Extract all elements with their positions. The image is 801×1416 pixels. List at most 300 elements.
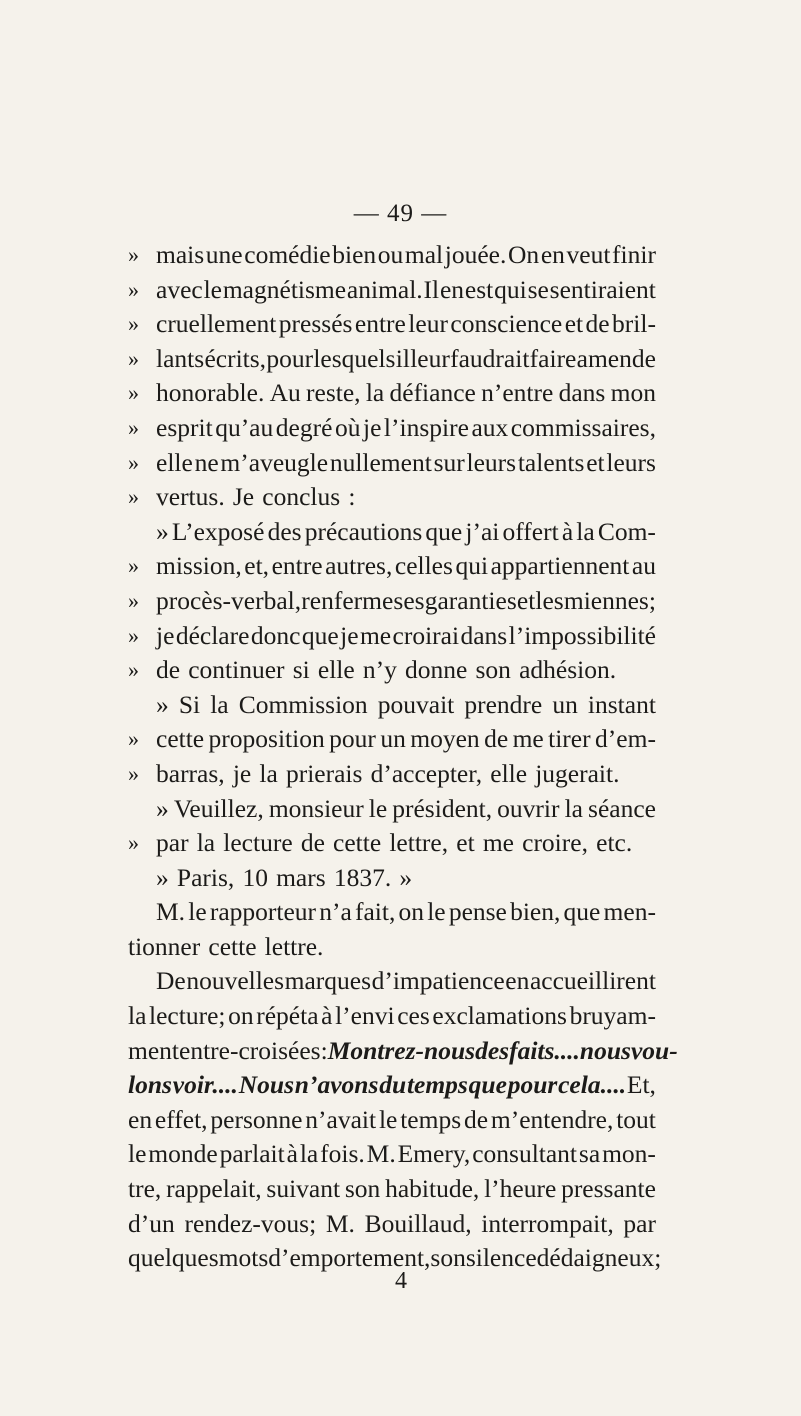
word: animal. [346,274,423,304]
word: elle [317,655,355,685]
word: sa [578,1139,601,1169]
word: cette [333,828,382,858]
text-line [128,1207,656,1242]
word: à [286,1139,298,1169]
word: croire, [522,828,588,858]
text-line [128,446,656,481]
word: croirai [392,620,460,650]
word: vertus. [156,482,225,512]
word: la [365,378,385,408]
word: tout [616,1104,656,1134]
word: entre-croisées [179,1035,321,1065]
word: écrits, [204,343,267,373]
body-text [128,238,678,1276]
text-line [128,342,656,377]
quote-mark: » [128,345,139,371]
word: procès-verbal, [156,585,302,615]
word: conclus [262,482,341,512]
line-text [156,411,656,446]
line-text [128,1172,656,1207]
word: qui [455,551,489,581]
word: son [475,655,511,685]
word: ouvrir [497,793,560,823]
word: président, [392,793,493,823]
word: d’em- [595,724,656,754]
word: mal [404,240,444,269]
word: elle [156,447,193,477]
word: faire [529,343,577,373]
text-line [128,964,656,999]
text-line [128,1103,656,1138]
word: me [482,828,514,858]
word: on [228,1001,254,1031]
word: d’un [128,1208,175,1238]
word: me [359,620,392,650]
word: finir [612,240,656,269]
quote-mark: » [128,553,139,579]
word: personne [210,1104,303,1134]
word: de [300,828,325,858]
word: mots [218,1243,269,1273]
word: Paris, [176,862,235,892]
word: fait, [354,897,396,927]
word: leurs [466,447,517,477]
word: de [156,655,181,685]
word: Si [178,689,201,719]
word: par [156,828,189,858]
word: son [430,1243,466,1273]
word: aux [471,412,509,442]
line-text [128,930,656,965]
word: jugerait. [535,758,620,788]
word: donc [250,620,301,650]
line-text [156,895,656,930]
word: faudrait [450,343,530,373]
word: monsieur [268,793,364,823]
word: cela.... [558,1070,627,1100]
word: séance [588,793,656,823]
word: comédie [244,240,331,269]
text-line [128,584,656,619]
line-text [156,688,656,723]
word: M. [325,1208,355,1238]
word: exclamations [432,1001,567,1031]
word: si [292,655,310,685]
word: faits.... [509,1035,580,1065]
word: pouvait [377,689,455,719]
word: On [508,240,540,269]
word: que [301,620,339,650]
word: renferme [301,585,394,615]
text-line [128,238,656,273]
word: se [527,274,549,304]
word: men- [603,897,656,927]
word: cruellement [156,309,277,339]
word: et [564,309,584,339]
word: » [156,689,169,719]
line-text [156,584,656,619]
word: continuer [188,655,285,685]
word: celles [394,551,453,581]
word: Commission [238,689,368,719]
quote-mark: » [128,484,139,510]
word: à [561,516,574,546]
line-text [156,549,656,584]
word: cette [156,724,205,754]
line-text [128,1103,656,1138]
quote-mark: » [128,242,139,267]
word: mission, [156,551,242,581]
word: proposition [208,724,325,754]
word: m’entendre, [490,1104,614,1134]
line-text [156,757,656,792]
word: M. [156,897,186,927]
line-text [156,515,656,550]
line-text [128,1137,656,1172]
word: précautions [304,516,423,546]
word: et [516,585,536,615]
word: est [464,274,494,304]
line-text [156,446,656,481]
word: habitude, [385,1174,480,1204]
word: pour [329,724,376,754]
word: tionner [128,931,201,961]
line-text [156,964,656,999]
word: 10 [242,862,268,892]
word: sur [433,447,465,477]
signature-mark: 4 [395,1268,407,1294]
word: entre [354,309,406,339]
text-line [128,895,656,930]
word: 1837. [333,862,392,892]
text-line [128,273,656,308]
word: ces [397,1001,430,1031]
word: me [512,724,544,754]
word: pense [448,897,507,927]
word: Bouillaud, [364,1208,472,1238]
line-text [156,307,656,342]
word: bien [332,240,377,269]
text-line [128,1068,656,1103]
word: bien, [510,897,561,927]
word: reste, [306,378,361,408]
quote-mark: » [128,622,139,648]
word: » [156,516,169,546]
word: le [378,1104,398,1134]
word: et, [244,551,270,581]
text-line [128,1137,656,1172]
word: Au [269,378,301,408]
word: accueillirent [529,966,656,996]
text-line [128,653,656,688]
word: Com- [597,516,656,546]
word: instant [587,689,656,719]
text-line [128,861,656,896]
word: donne [405,655,468,685]
word: m’aveugle [220,447,329,477]
word: en [128,1104,153,1134]
word: je [156,620,175,650]
text-line [128,480,656,515]
word: Montrez-nous [327,1035,476,1065]
line-text [156,238,656,273]
word: entre [271,551,323,581]
word: elle [490,758,528,788]
word: etc. [596,828,633,858]
line-text [156,861,656,896]
word: vou- [630,1035,678,1065]
word: rapporteur [209,897,317,927]
word: miennes; [563,585,656,615]
word: la [128,1001,147,1031]
word: veut [566,240,611,269]
word: Emery, [397,1139,471,1169]
word: l’heure [484,1174,557,1204]
word: et [586,447,605,477]
word: dans [460,620,508,650]
word: mais [156,240,205,269]
word: bruyam- [569,1001,656,1031]
line-text [156,826,656,861]
word: mars [276,862,326,892]
word: la [210,689,229,719]
word: que [425,516,463,546]
word: ses [393,585,425,615]
text-line [128,1241,662,1276]
word: temps [400,1104,462,1134]
line-text [128,999,656,1034]
word: son [344,1174,381,1204]
word: rendez-vous; [184,1208,317,1238]
line-text [156,722,656,757]
word: une [205,240,243,269]
word: avec [156,274,203,304]
word: la [576,516,595,546]
word: moyen [410,724,480,754]
word: pour [507,1070,558,1100]
word: tirer [548,724,591,754]
word: du [379,1070,407,1100]
word: lons [128,1070,172,1100]
word: n’avons [294,1070,379,1100]
word: consultant [472,1139,578,1169]
word: : [320,1035,328,1065]
text-line [128,1034,678,1069]
quote-mark: » [128,414,139,440]
word: suivant [266,1174,341,1204]
word: honorable. [156,378,265,408]
quote-mark: » [128,311,139,337]
word: tre, [128,1174,162,1204]
quote-mark: » [128,726,139,752]
word: en [439,274,465,304]
page-number-header: — 49 — [353,200,448,227]
quote-mark: » [128,830,139,856]
word: que [563,897,601,927]
word: leur [408,309,448,339]
line-text [156,273,656,308]
word: ment [128,1035,179,1065]
word: dédaigneux; [536,1243,662,1273]
word: d’accepter, [370,758,483,788]
word: temps [406,1070,468,1100]
word: L’exposé [171,516,265,546]
word: interrompait, [481,1208,614,1238]
word: quelques [128,1243,219,1273]
quote-mark: » [128,449,139,475]
word: et [456,828,475,858]
line-text [156,792,656,827]
word: magnétisme [222,274,347,304]
text-line [128,515,656,550]
word: marques [284,966,372,996]
word: adhésion. [519,655,617,685]
word: où [334,412,361,442]
word: il [395,343,410,373]
word: à [321,1001,333,1031]
word: que [468,1070,507,1100]
quote-mark: » [128,587,139,613]
word: lettre. [264,931,324,961]
word: degré [275,412,333,442]
word: la [196,828,216,858]
word: Veuillez, [173,793,264,823]
word: répéta [256,1001,319,1031]
word: n’a [319,897,352,927]
word: prendre [464,689,543,719]
text-line [128,688,656,723]
line-text [156,376,656,411]
line-text [128,1034,678,1069]
word: d’emportement, [268,1243,431,1273]
word: talents [517,447,585,477]
text-line [128,757,656,792]
word: ne [194,447,219,477]
text-line [128,722,656,757]
word: sentiraient [549,274,656,304]
word: : [348,482,356,512]
word: n’avait [305,1104,377,1134]
word: jouée. [444,240,507,269]
word: » [156,793,169,823]
word: déclare [175,620,250,650]
text-line [128,376,656,411]
word: le [128,1139,147,1169]
word: cette [208,931,257,961]
word: garanties [424,585,517,615]
text-line [128,411,656,446]
text-line [128,999,656,1034]
word: leur [410,343,450,373]
word: fois. [320,1139,365,1169]
word: mon [610,378,656,408]
word: la [299,1139,319,1169]
word: de [484,724,509,754]
word: Il [423,274,440,304]
quote-mark: » [128,760,139,786]
quote-mark: » [128,380,139,406]
line-text [128,1068,656,1103]
line-text [156,480,656,515]
word: le [203,274,222,304]
word: l’impossibilité [508,620,656,650]
word: le [188,897,207,927]
word: lettre, [389,828,449,858]
word: défiance [389,378,476,408]
word: lecture; [149,1001,226,1031]
quote-mark: » [128,657,139,683]
word: au [631,551,656,581]
word: pour [266,343,314,373]
word: je [232,758,252,788]
word: silence [465,1243,537,1273]
word: des [267,516,302,546]
word: l’inspire [383,412,469,442]
word: n’y [362,655,397,685]
word: appartiennent [490,551,630,581]
word: » [156,862,169,892]
word: mon- [602,1139,656,1169]
line-text [128,1207,656,1242]
word: conscience [450,309,563,339]
word: Nous [238,1070,294,1100]
word: je [340,620,359,650]
word: nouvelles [186,966,285,996]
word: bril- [612,309,656,339]
text-line [128,549,656,584]
word: la [564,793,583,823]
word: esprit [156,412,213,442]
word: qui [494,274,527,304]
text-line [128,826,656,861]
word: lecture [223,828,293,858]
word: j’ai [465,516,500,546]
word: M. [366,1139,396,1169]
word: parlait [219,1139,285,1169]
word: pressante [561,1174,656,1204]
word: rappelait, [166,1174,262,1204]
word: effet, [154,1104,208,1134]
word: la [259,758,278,788]
word: n’entre [481,378,554,408]
word: dans [558,378,606,408]
line-text [156,342,656,377]
text-line [128,307,656,342]
word: d’impatience [371,966,505,996]
word: un [380,724,406,754]
word: De [156,966,186,996]
word: de [463,1104,489,1134]
text-line [128,1172,656,1207]
text-line [128,792,656,827]
word: amende [576,343,656,373]
word: barras, [156,758,225,788]
word: voir.... [172,1070,238,1100]
word: un [552,689,578,719]
word: le [427,897,446,927]
word: Je [232,482,255,512]
word: commissaires, [510,412,656,442]
text-line [128,930,656,965]
word: l’envi [335,1001,395,1031]
word: des [475,1035,510,1065]
word: de [585,309,610,339]
word: » [399,862,413,892]
line-text [156,653,656,688]
word: on [398,897,425,927]
word: offert [502,516,559,546]
word: nous [579,1035,631,1065]
